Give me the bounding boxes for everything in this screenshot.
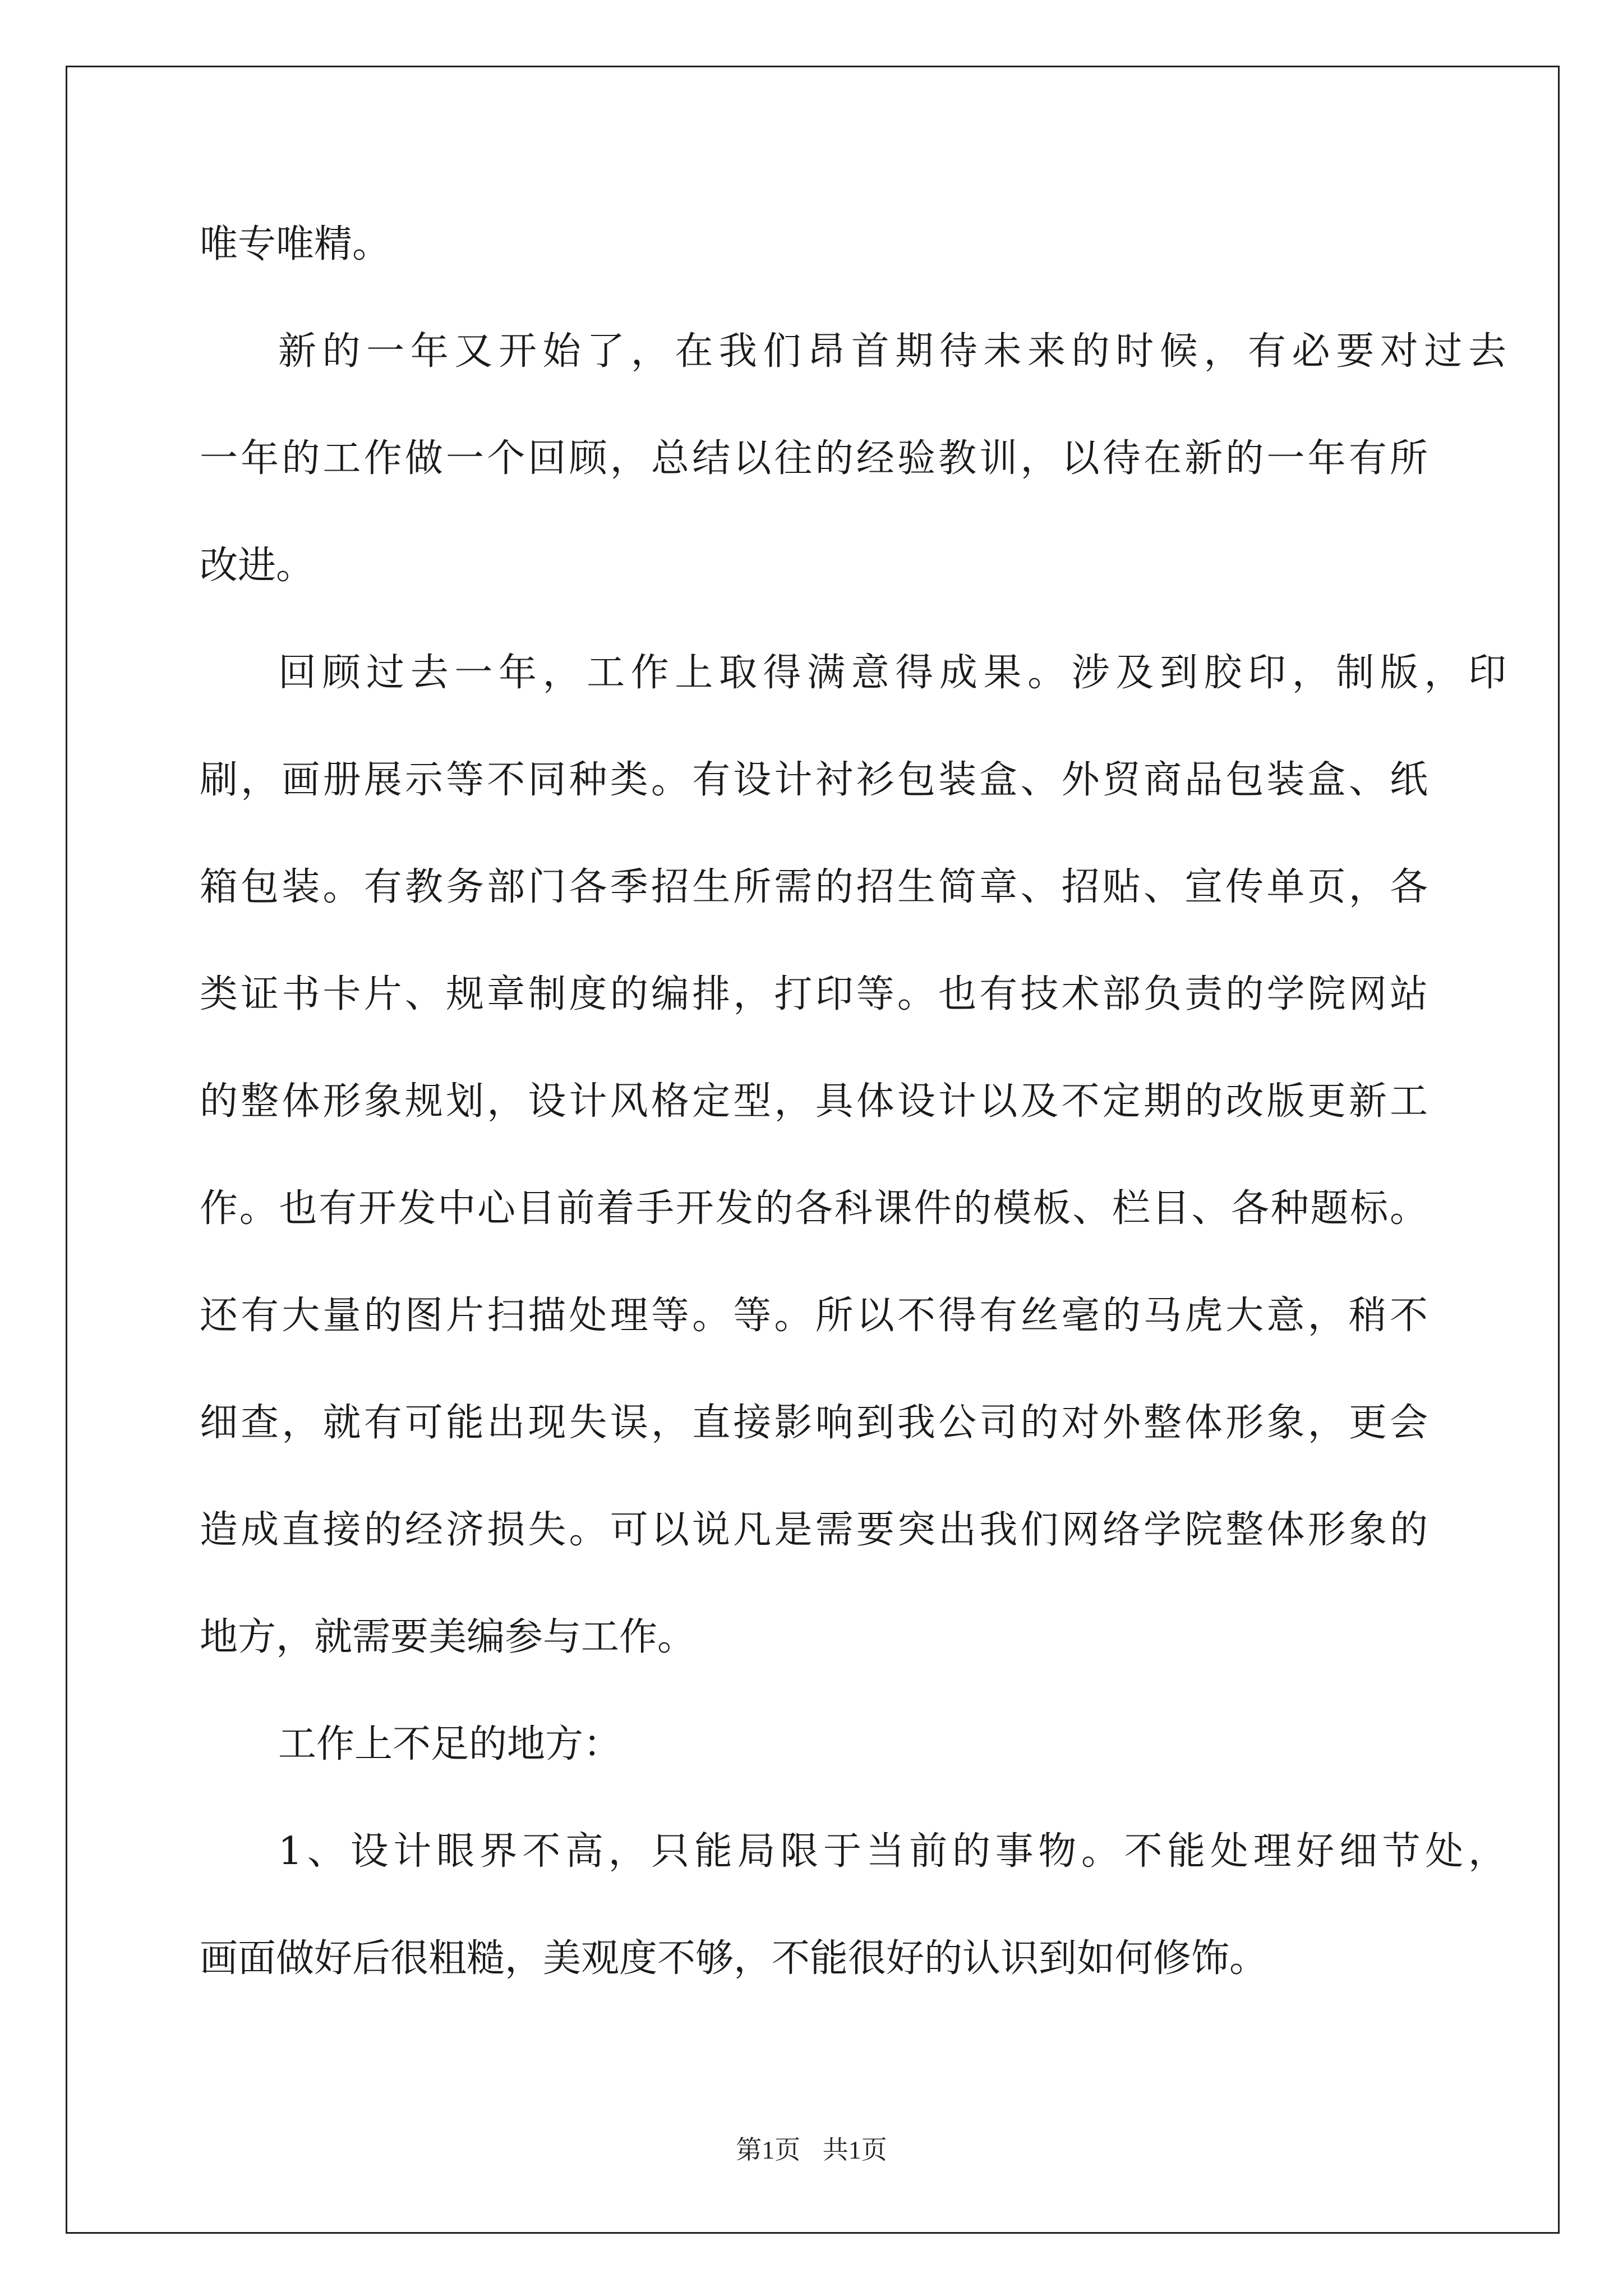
text-line: 作。也有开发中心目前着手开发的各科课件的模板、栏目、各种题标。 [200,1186,1428,1231]
page-footer [0,2129,1623,2166]
page-number: 第1页 [736,2136,801,2164]
text-line: 地方，就需要美编参与工作。 [200,1615,696,1659]
text-line: 1、设计眼界不高，只能局限于当前的事物。不能处理好细节处， [278,1829,1506,1874]
text-line: 类证书卡片、规章制度的编排，打印等。也有技术部负责的学院网站 [200,972,1428,1016]
text-line: 的整体形象规划，设计风格定型，具体设计以及不定期的改版更新工 [200,1079,1428,1124]
text-line: 新的一年又开始了，在我们昂首期待未来的时候，有必要对过去 [278,329,1506,374]
text-line: 造成直接的经济损失。可以说凡是需要突出我们网络学院整体形象的 [200,1508,1428,1552]
text-line: 刷，画册展示等不同种类。有设计衬衫包装盒、外贸商品包装盒、纸 [200,758,1428,802]
text-line: 工作上不足的地方： [278,1722,622,1766]
text-line: 回顾过去一年，工作上取得满意得成果。涉及到胶印，制版，印 [278,651,1506,695]
text-line: 画面做好后很粗糙，美观度不够，不能很好的认识到如何修饰。 [200,1936,1268,1981]
text-line: 唯专唯精。 [200,222,391,266]
text-line: 改进。 [200,544,315,588]
page-count: 共1页 [822,2136,887,2164]
text-line: 细查，就有可能出现失误，直接影响到我公司的对外整体形象，更会 [200,1401,1428,1445]
text-line: 还有大量的图片扫描处理等。等。所以不得有丝毫的马虎大意，稍不 [200,1294,1428,1338]
text-line: 箱包装。有教务部门各季招生所需的招生简章、招贴、宣传单页，各 [200,865,1428,909]
document-body [200,191,1506,2012]
text-line: 一年的工作做一个回顾，总结以往的经验教训，以待在新的一年有所 [200,436,1428,481]
